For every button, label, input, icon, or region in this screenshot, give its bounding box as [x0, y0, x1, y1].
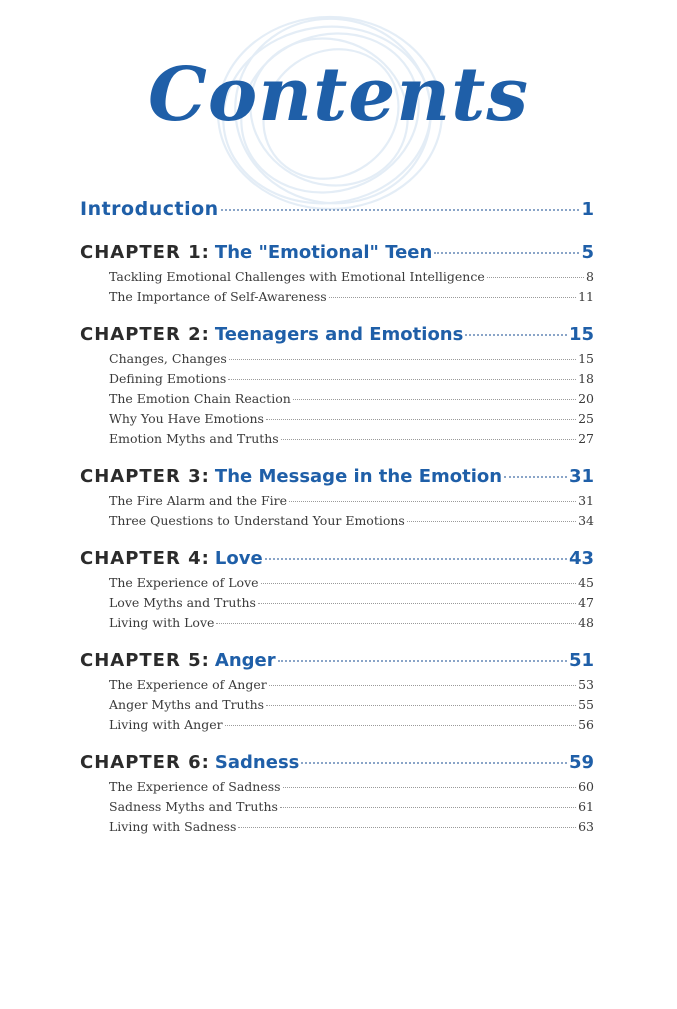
- dot-leader: [228, 379, 576, 380]
- section-title: Anger Myths and Truths: [109, 697, 265, 712]
- section-title: Love Myths and Truths: [109, 595, 256, 610]
- chapter-heading[interactable]: [80, 548, 594, 569]
- chapter-page-number: 51: [568, 650, 594, 671]
- dot-leader: [258, 603, 576, 604]
- section-entry[interactable]: [80, 493, 594, 508]
- section-entry[interactable]: [80, 513, 594, 528]
- section-title: The Emotion Chain Reaction: [109, 391, 291, 406]
- dot-leader: [216, 623, 576, 624]
- dot-leader: [265, 558, 567, 560]
- dot-leader: [266, 419, 576, 420]
- table-of-contents: [80, 198, 594, 834]
- section-page-number: 15: [578, 351, 594, 366]
- chapter-label: CHAPTER 5:: [80, 650, 210, 671]
- section-page-number: 60: [578, 779, 594, 794]
- section-title: Living with Sadness: [109, 819, 237, 834]
- chapter-page-number: 59: [568, 752, 594, 773]
- chapter-label: CHAPTER 4:: [80, 548, 210, 569]
- toc-chapter-4: [80, 548, 594, 630]
- chapter-title: The "Emotional" Teen: [214, 242, 433, 263]
- dot-leader: [465, 334, 567, 336]
- section-entry[interactable]: [80, 289, 594, 304]
- chapter-heading[interactable]: [80, 242, 594, 263]
- section-title: Tackling Emotional Challenges with Emotional Intelligence: [109, 269, 485, 284]
- section-page-number: 47: [578, 595, 594, 610]
- section-title: Defining Emotions: [109, 371, 227, 386]
- toc-chapter-3: [80, 466, 594, 528]
- section-entry[interactable]: [80, 269, 594, 284]
- section-title: The Fire Alarm and the Fire: [109, 493, 288, 508]
- section-page-number: 61: [578, 799, 594, 814]
- section-title: Why You Have Emotions: [109, 411, 264, 426]
- introduction-title: Introduction: [80, 198, 219, 220]
- chapter-title: Teenagers and Emotions: [214, 324, 464, 345]
- chapter-heading[interactable]: [80, 466, 594, 487]
- section-page-number: 18: [578, 371, 594, 386]
- chapter-list: [80, 242, 594, 834]
- toc-chapter-1: [80, 242, 594, 304]
- dot-leader: [278, 660, 567, 662]
- section-page-number: 11: [578, 289, 594, 304]
- section-entry[interactable]: [80, 819, 594, 834]
- chapter-label: CHAPTER 1:: [80, 242, 210, 263]
- dot-leader: [266, 705, 576, 706]
- section-page-number: 25: [578, 411, 594, 426]
- section-page-number: 31: [578, 493, 594, 508]
- section-entry[interactable]: [80, 717, 594, 732]
- dot-leader: [487, 277, 584, 278]
- chapter-heading-text: [80, 650, 276, 671]
- toc-entry-introduction[interactable]: [80, 198, 594, 220]
- dot-leader: [293, 399, 576, 400]
- chapter-title: Sadness: [214, 752, 300, 773]
- page-title: Contents: [148, 52, 529, 138]
- dot-leader: [238, 827, 576, 828]
- introduction-page: 1: [581, 199, 594, 220]
- section-entry[interactable]: [80, 411, 594, 426]
- dot-leader: [229, 359, 576, 360]
- chapter-title: Love: [214, 548, 263, 569]
- section-entry[interactable]: [80, 431, 594, 446]
- section-entry[interactable]: [80, 677, 594, 692]
- toc-chapter-2: [80, 324, 594, 446]
- dot-leader: [301, 762, 567, 764]
- section-page-number: 27: [578, 431, 594, 446]
- dot-leader: [289, 501, 576, 502]
- section-title: The Experience of Anger: [109, 677, 267, 692]
- chapter-label: CHAPTER 2:: [80, 324, 210, 345]
- chapter-label: CHAPTER 3:: [80, 466, 210, 487]
- dot-leader: [280, 807, 576, 808]
- dot-leader: [329, 297, 576, 298]
- dot-leader: [261, 583, 577, 584]
- section-title: Living with Love: [109, 615, 215, 630]
- section-entry[interactable]: [80, 351, 594, 366]
- section-entry[interactable]: [80, 615, 594, 630]
- dot-leader: [407, 521, 576, 522]
- section-entry[interactable]: [80, 697, 594, 712]
- dot-leader: [225, 725, 577, 726]
- chapter-page-number: 15: [568, 324, 594, 345]
- section-page-number: 34: [578, 513, 594, 528]
- chapter-heading-text: [80, 242, 432, 263]
- chapter-page-number: 5: [581, 242, 594, 263]
- section-title: The Experience of Sadness: [109, 779, 281, 794]
- dot-leader: [281, 439, 576, 440]
- chapter-label: CHAPTER 6:: [80, 752, 210, 773]
- section-page-number: 8: [586, 269, 594, 284]
- section-page-number: 53: [578, 677, 594, 692]
- section-title: The Experience of Love: [109, 575, 259, 590]
- chapter-title: Anger: [214, 650, 276, 671]
- chapter-heading-text: [80, 548, 263, 569]
- toc-introduction: [80, 198, 594, 220]
- section-page-number: 48: [578, 615, 594, 630]
- section-title: Changes, Changes: [109, 351, 227, 366]
- section-entry[interactable]: [80, 799, 594, 814]
- dot-leader: [221, 209, 580, 211]
- section-title: The Importance of Self-Awareness: [109, 289, 327, 304]
- chapter-heading[interactable]: [80, 752, 594, 773]
- chapter-page-number: 31: [568, 466, 594, 487]
- chapter-heading-text: [80, 466, 502, 487]
- section-page-number: 63: [578, 819, 594, 834]
- dot-leader: [504, 476, 567, 478]
- chapter-heading-text: [80, 752, 299, 773]
- section-page-number: 56: [578, 717, 594, 732]
- section-entry[interactable]: [80, 575, 594, 590]
- section-entry[interactable]: [80, 371, 594, 386]
- section-title: Living with Anger: [109, 717, 223, 732]
- section-entry[interactable]: [80, 595, 594, 610]
- chapter-title: The Message in the Emotion: [214, 466, 503, 487]
- section-page-number: 20: [578, 391, 594, 406]
- section-entry[interactable]: [80, 391, 594, 406]
- section-entry[interactable]: [80, 779, 594, 794]
- dot-leader: [283, 787, 577, 788]
- dot-leader: [269, 685, 576, 686]
- section-title: Emotion Myths and Truths: [109, 431, 279, 446]
- toc-chapter-5: [80, 650, 594, 732]
- dot-leader: [434, 252, 579, 254]
- section-title: Sadness Myths and Truths: [109, 799, 278, 814]
- toc-chapter-6: [80, 752, 594, 834]
- section-page-number: 45: [578, 575, 594, 590]
- chapter-page-number: 43: [568, 548, 594, 569]
- section-title: Three Questions to Understand Your Emotions: [109, 513, 405, 528]
- chapter-heading[interactable]: [80, 650, 594, 671]
- chapter-heading-text: [80, 324, 463, 345]
- section-page-number: 55: [578, 697, 594, 712]
- chapter-heading[interactable]: [80, 324, 594, 345]
